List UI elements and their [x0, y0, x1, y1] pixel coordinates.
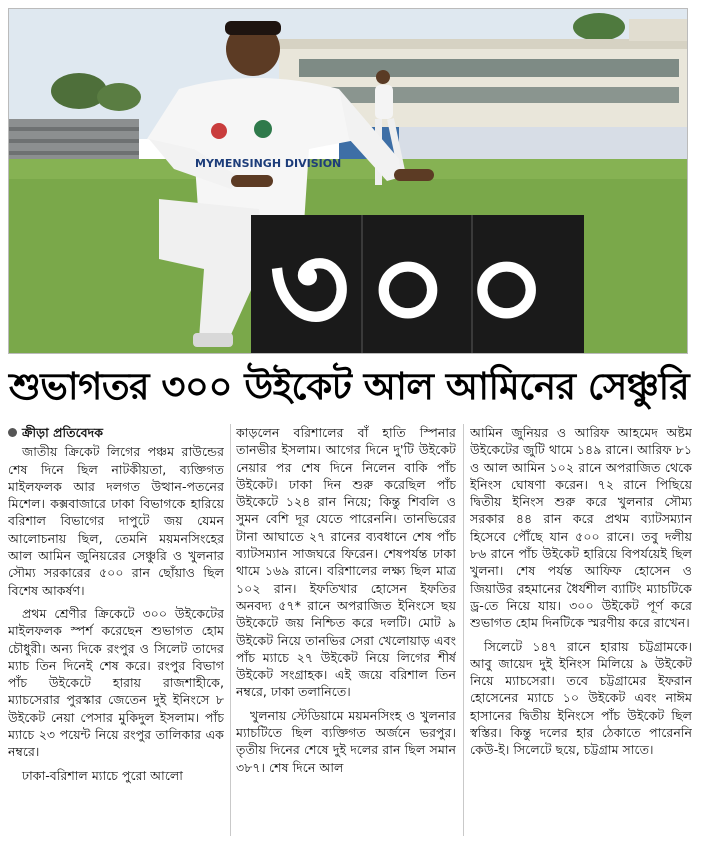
article-column-2 [236, 424, 456, 838]
article-column-1 [8, 424, 224, 838]
shirt-text: MYMENSINGH DIVISION [195, 157, 342, 170]
column-divider [463, 424, 464, 836]
paragraph: ঢাকা-বরিশাল ম্যাচে পুরো আলো [22, 767, 183, 783]
paragraph: সিলেটে ১৪৭ রানে হারায় চট্টগ্রামকে। আবু জায়েদ দুই ইনিংস মিলিয়ে ৯ উইকেট নিয়ে ম্যাচসেরা। তবে চট্টগ্রামের ইফরান হোসেনের ম্যাচে ১০ উইকেট এবং নাঈম হাসানের দ্বিতীয় ইনিংসে পাঁচ উইকেট ছিল স্বস্তির। কিন্তু দলের হার ঠেকাতে পারেননি কেউ-ই। সিলেটে ছয়ে, চট্টগ্রাম সাতে। [470, 638, 692, 758]
column-divider [230, 424, 231, 836]
article-column-3 [470, 424, 692, 838]
news-photo [8, 8, 688, 354]
paragraph: আমিন জুনিয়র ও আরিফ আহমেদ অষ্টম উইকেটের জুটি থামে ১৪৯ রানে। আরিফ ৮১ ও আল আমিন ১০২ রানে অপরাজিত থেকে ইনিংস ঘোষণা করেন। ৭২ রানে পিছিয়ে দ্বিতীয় ইনিংস শুরু করে খুলনার সৌম্য সরকার ৪৪ রান করে প্রথম ব্যাটসম্যান হিসেবে পৌঁছে যান ৫০০ রানে। তবু দলীয় ৮৬ রানে পাঁচ উইকেট হারিয়ে বিপর্যয়েই ছিল খুলনা। শেষ পর্যন্ত আফিফ হোসেন ও জিয়াউর রহমানের ধৈর্যশীল ব্যাটিং ম্যাচটিকে ড্র-তে নিয়ে যায়। ৩০০ উইকেট পূর্ণ করে শুভাগত হোম দিনটিকে স্মরণীয় করে রাখেন। [470, 425, 692, 631]
headline: শুভাগতর ৩০০ উইকেট আল আমিনের সেঞ্চুরি [8, 364, 690, 408]
paragraph: জাতীয় ক্রিকেট লিগের পঞ্চম রাউন্ডের শেষ দিনে ছিল নাটকীয়তা, ব্যক্তিগত মাইলফলক আর দলগত উত্থান-পতনের মিশেল। কক্সবাজারে ঢাকা বিভাগকে হারিয়ে বরিশাল বিভাগের দাপুটে জয় যেমন আলোচনায় ছিল, তেমনি ময়মনসিংহের আল আমিন জুনিয়রের সেঞ্চুরি ও খুলনার সৌম্য সরকারের ৫০০ রান ছোঁয়াও ছিল বিশেষ আকর্ষণ। [8, 444, 224, 598]
bullet-icon [8, 428, 17, 437]
byline [8, 424, 224, 441]
paragraph: প্রথম শ্রেণীর ক্রিকেটে ৩০০ উইকেটের মাইলফলক স্পর্শ করেছেন শুভাগত হোম চৌধুরী। অন্য দিকে রংপুর ও সিলেট তাদের ম্যাচ তিন দিনেই শেষ করে। রংপুর বিভাগ পাঁচ উইকেটে হারায় রাজশাহীকে, ম্যাচসেরার পুরস্কার জেতেন দুই ইনিংসে ৮ উইকেট নেয়া পেসার মুকিদুল ইসলাম। পাঁচ ম্যাচে ২৩ পয়েন্ট নিয়ে রংপুর তালিকার এক নম্বরে। [8, 605, 224, 760]
cricket-photo-illustration [9, 9, 687, 353]
paragraph: কাড়লেন বরিশালের বাঁ হাতি স্পিনার তানভীর ইসলাম। আগের দিনে দু'টি উইকেট নেয়ার পর শেষ দিনে নিলেন বাকি পাঁচ উইকেট। ঢাকা দিন শুরু করেছিল পাঁচ উইকেটে ১২৪ রান নিয়ে; কিন্তু শিবলি ও সুমন বেশি দূর যেতে পারেননি। তানভিরের টানা আঘাতে ২৭ রানের ব্যবধানে শেষ পাঁচ ব্যাটসম্যান সাজঘরে ফিরেন। শেষপর্যন্ত ঢাকা থামে ১৬৯ রানে। বরিশালের লক্ষ্য ছিল মাত্র ১০২ রান। ইফতিখার হোসেন ইফতির অনবদ্য ৫৭* রানে অপরাজিত ইনিংসে ছয় উইকেটে জয় নিশ্চিত করে দলটি। মোট ৯ উইকেট নিয়ে তানভির সেরা খেলোয়াড় এবং পাঁচ ম্যাচে ২৭ উইকেট নিয়ে লিগের শীর্ষ উইকেট সংগ্রাহক। এই জয়ে বরিশাল তিন নম্বরে, ঢাকা তলানিতে। [236, 425, 456, 700]
board-number: ৩০০ [269, 217, 565, 353]
byline-text: ক্রীড়া প্রতিবেদক [22, 425, 104, 440]
paragraph: খুলনায় স্টেডিয়ামে ময়মনসিংহ ও খুলনার ম্যাচটিতে ছিল ব্যক্তিগত অর্জনে ভরপুর। তৃতীয় দিনের শেষে দুই দলের রান ছিল সমান ৩৮৭। শেষ দিনে আল [236, 707, 456, 775]
